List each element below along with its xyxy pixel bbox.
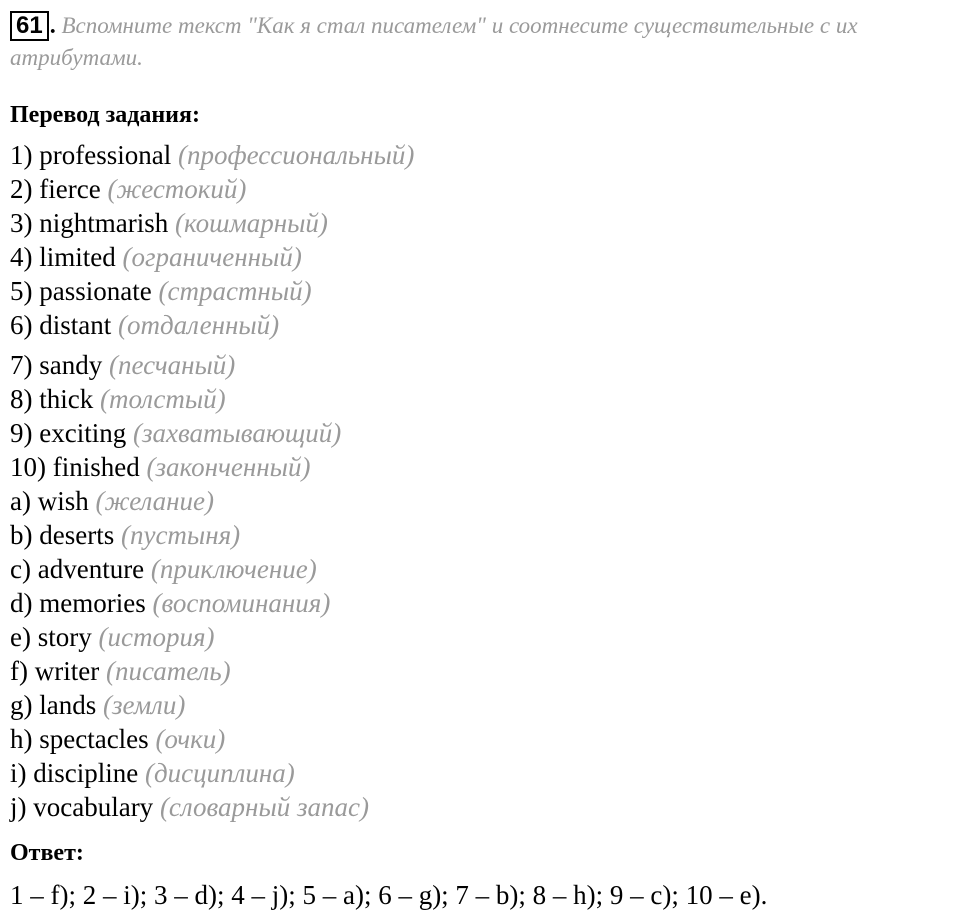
- item-english-word: c) adventure: [10, 554, 145, 584]
- answer-text: 1 – f); 2 – i); 3 – d); 4 – j); 5 – a); 6 – g); 7 – b); 8 – h); 9 – c); 10 – e).: [10, 880, 768, 910]
- task-number-dot: .: [49, 13, 56, 39]
- item-russian-translation: (очки): [155, 724, 226, 754]
- list-item: [10, 552, 950, 586]
- list-item: [10, 722, 950, 756]
- item-russian-translation: (желание): [95, 486, 215, 516]
- item-russian-translation: (песчаный): [108, 350, 236, 380]
- item-english-word: j) vocabulary: [10, 792, 154, 822]
- item-english-word: g) lands: [10, 690, 97, 720]
- item-english-word: 1) professional: [10, 140, 172, 170]
- item-russian-translation: (страстный): [158, 276, 312, 306]
- item-english-word: 8) thick: [10, 384, 94, 414]
- item-english-word: 3) nightmarish: [10, 208, 169, 238]
- item-russian-translation: (кошмарный): [174, 208, 328, 238]
- item-english-word: e) story: [10, 622, 92, 652]
- list-item: [10, 450, 950, 484]
- item-russian-translation: (дисциплина): [144, 758, 295, 788]
- list-item: [10, 274, 950, 308]
- list-item: [10, 654, 950, 688]
- list-item: [10, 790, 950, 824]
- task-header: [10, 10, 950, 74]
- list-item: [10, 206, 950, 240]
- list-item: [10, 518, 950, 552]
- list-item: [10, 620, 950, 654]
- item-english-word: 6) distant: [10, 310, 112, 340]
- item-english-word: 2) fierce: [10, 174, 101, 204]
- item-russian-translation: (профессиональный): [177, 140, 415, 170]
- item-russian-translation: (писатель): [105, 656, 231, 686]
- list-item: [10, 348, 950, 382]
- answer-heading: Ответ:: [10, 840, 84, 866]
- item-english-word: 7) sandy: [10, 350, 103, 380]
- item-english-word: 4) limited: [10, 242, 116, 272]
- item-russian-translation: (пустыня): [120, 520, 241, 550]
- list-item: [10, 586, 950, 620]
- list-item: [10, 688, 950, 722]
- list-item: [10, 138, 950, 172]
- translation-heading: Перевод задания:: [10, 102, 200, 128]
- item-english-word: 9) exciting: [10, 418, 127, 448]
- item-english-word: i) discipline: [10, 758, 139, 788]
- item-english-word: b) deserts: [10, 520, 115, 550]
- item-english-word: 10) finished: [10, 452, 140, 482]
- item-russian-translation: (захватывающий): [132, 418, 342, 448]
- list-item: [10, 484, 950, 518]
- task-number-badge: 61: [10, 11, 49, 41]
- item-russian-translation: (толстый): [99, 384, 226, 414]
- item-russian-translation: (жестокий): [107, 174, 247, 204]
- item-russian-translation: (отдаленный): [118, 310, 280, 340]
- list-item: [10, 308, 950, 342]
- list-item: [10, 382, 950, 416]
- item-english-word: a) wish: [10, 486, 89, 516]
- item-russian-translation: (история): [98, 622, 215, 652]
- item-russian-translation: (ограниченный): [122, 242, 302, 272]
- list-item: [10, 756, 950, 790]
- item-russian-translation: (воспоминания): [152, 588, 331, 618]
- list-item: [10, 172, 950, 206]
- item-russian-translation: (словарный запас): [159, 792, 369, 822]
- document-page: [10, 10, 950, 912]
- word-list: [10, 138, 950, 824]
- item-russian-translation: (приключение): [150, 554, 317, 584]
- task-instruction: Вспомните текст "Как я стал писателем" и соотнесите существительные с их атрибутами.: [10, 13, 858, 70]
- item-english-word: h) spectacles: [10, 724, 149, 754]
- item-english-word: d) memories: [10, 588, 146, 618]
- item-russian-translation: (земли): [102, 690, 186, 720]
- item-russian-translation: (законченный): [146, 452, 311, 482]
- list-item: [10, 240, 950, 274]
- list-item: [10, 416, 950, 450]
- item-english-word: f) writer: [10, 656, 100, 686]
- item-english-word: 5) passionate: [10, 276, 152, 306]
